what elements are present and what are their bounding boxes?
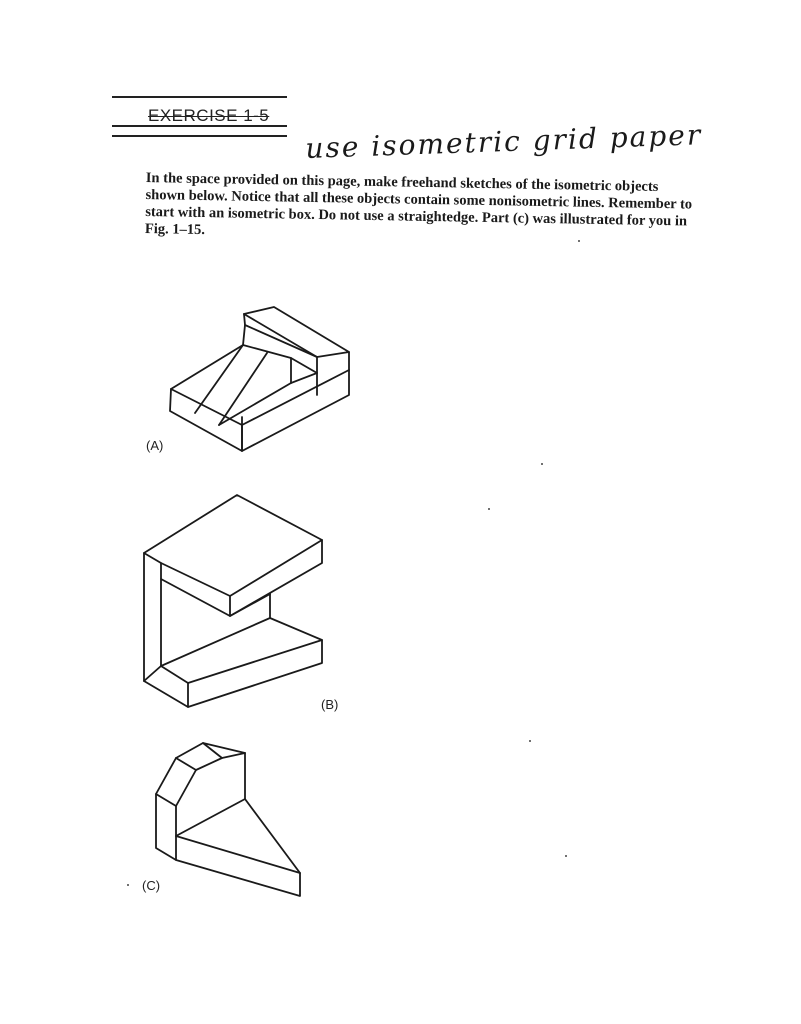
instructions-paragraph: In the space provided on this page, make freehand sketches of the isometric objects shown below. Notice that all these objects contain some nonisometric lines. Remember to start with an isometric box. Do not use a straightedge. Part (c) was illustrated for you in Fig. 1–15. — [144, 170, 693, 239]
figure-c-label: (C) — [142, 878, 161, 893]
figure-a-drawing — [170, 307, 349, 451]
figure-a-label: (A) — [146, 438, 164, 453]
scan-speck — [578, 240, 580, 242]
handwritten-note: use isometric grid paper — [304, 118, 703, 165]
figure-b-drawing — [144, 495, 322, 707]
figure-c-drawing — [156, 743, 300, 896]
scan-speck — [529, 740, 531, 742]
scan-speck — [127, 884, 129, 886]
scan-speck — [488, 508, 490, 510]
figure-b-label: (B) — [321, 697, 339, 712]
scan-speck — [541, 463, 543, 465]
exercise-title: EXERCISE 1-5 — [148, 106, 270, 125]
scan-speck — [565, 855, 567, 857]
